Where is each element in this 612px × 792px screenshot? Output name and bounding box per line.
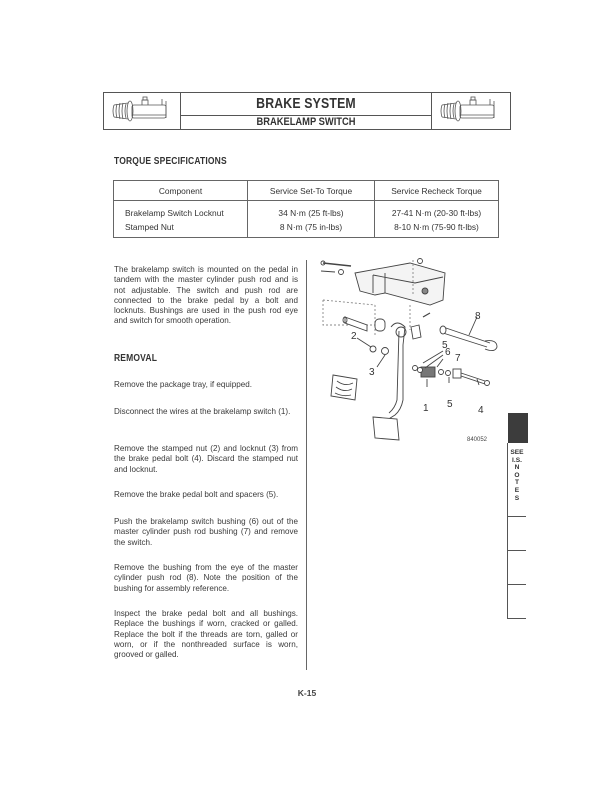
- callout-4: 4: [478, 405, 484, 416]
- callout-5-bottom: 5: [447, 399, 453, 410]
- tab-divider: [507, 618, 526, 619]
- callout-5-top: 5: [442, 340, 448, 351]
- callout-1: 1: [423, 403, 429, 414]
- see-is-notes-label: [508, 449, 526, 502]
- page-number: K-15: [297, 688, 317, 698]
- column-header-component: Component: [114, 181, 248, 201]
- column-header-set-to-torque: Service Set-To Torque: [248, 181, 375, 201]
- master-cylinder-icon: [431, 93, 510, 129]
- brake-pedal-exploded-diagram: [315, 255, 510, 450]
- tab-divider: [507, 516, 526, 517]
- tab-letter: O: [514, 471, 520, 479]
- header-banner: [103, 92, 511, 130]
- removal-step: Remove the bushing from the eye of the master cylinder push rod (8). Note the position of the bushing for assembly reference.: [114, 563, 298, 593]
- column-header-recheck-torque: Service Recheck Torque: [375, 181, 499, 201]
- column-divider: [306, 260, 307, 670]
- table-row: [114, 201, 499, 220]
- table-cell-set-to-torque: 34 N·m (25 ft-lbs): [248, 201, 375, 220]
- torque-table: [113, 180, 499, 238]
- callout-8: 8: [475, 311, 481, 322]
- table-cell-set-to-torque: 8 N·m (75 in-lbs): [248, 219, 375, 238]
- callout-3: 3: [369, 367, 375, 378]
- removal-heading: REMOVAL: [114, 353, 158, 364]
- removal-step: Disconnect the wires at the brakelamp switch (1).: [114, 407, 291, 416]
- table-row: [114, 219, 499, 238]
- callout-7: 7: [455, 353, 461, 364]
- tab-divider: [507, 550, 526, 551]
- table-cell-component: Stamped Nut: [114, 219, 248, 238]
- intro-paragraph: The brakelamp switch is mounted on the pedal in tandem with the master cylinder push rod and is not adjustable. The switch and push rod are connected to the brake pedal by a bolt and locknuts. Bushings are used in the push rod eye and switch for smooth operation.: [114, 265, 298, 326]
- tab-text-is: I.S.: [512, 456, 522, 464]
- table-cell-recheck-torque: 27-41 N·m (20-30 ft-lbs): [375, 201, 499, 220]
- removal-step: Push the brakelamp switch bushing (6) out of the master cylinder push rod bushing (7) and remove the switch.: [114, 517, 298, 547]
- master-cylinder-icon: [104, 93, 181, 129]
- removal-step: Inspect the brake pedal bolt and all bushings. Replace the bushings if worn, cracked or galled. Replace the bolt if the threads are torn, galled or worn, or if the nonthreaded surface is worn, grooved or galled.: [114, 609, 298, 660]
- removal-step: Remove the stamped nut (2) and locknut (3) from the brake pedal bolt (4). Discard the stamped nut and locknut.: [114, 444, 298, 474]
- callout-6: 6: [445, 347, 451, 358]
- page-subtitle: BRAKELAMP SWITCH: [256, 116, 356, 128]
- sidebar-tab-marker: [508, 413, 528, 443]
- callout-2: 2: [351, 331, 357, 342]
- tab-letter: T: [514, 479, 520, 487]
- removal-step: Remove the package tray, if equipped.: [114, 380, 252, 389]
- figure-code: 840052: [467, 437, 488, 443]
- tab-letter: N: [514, 464, 520, 472]
- tab-text-see: SEE: [510, 449, 524, 456]
- torque-specifications-heading: TORQUE SPECIFICATIONS: [114, 156, 227, 167]
- removal-step: Remove the brake pedal bolt and spacers (5).: [114, 490, 279, 499]
- table-header-row: [114, 181, 499, 201]
- header-title-area: [180, 93, 432, 129]
- tab-letter: E: [514, 486, 520, 494]
- page-title: BRAKE SYSTEM: [256, 95, 356, 112]
- table-cell-component: Brakelamp Switch Locknut: [114, 201, 248, 220]
- tab-letter: S: [514, 494, 520, 502]
- table-cell-recheck-torque: 8-10 N·m (75-90 ft-lbs): [375, 219, 499, 238]
- tab-divider: [507, 584, 526, 585]
